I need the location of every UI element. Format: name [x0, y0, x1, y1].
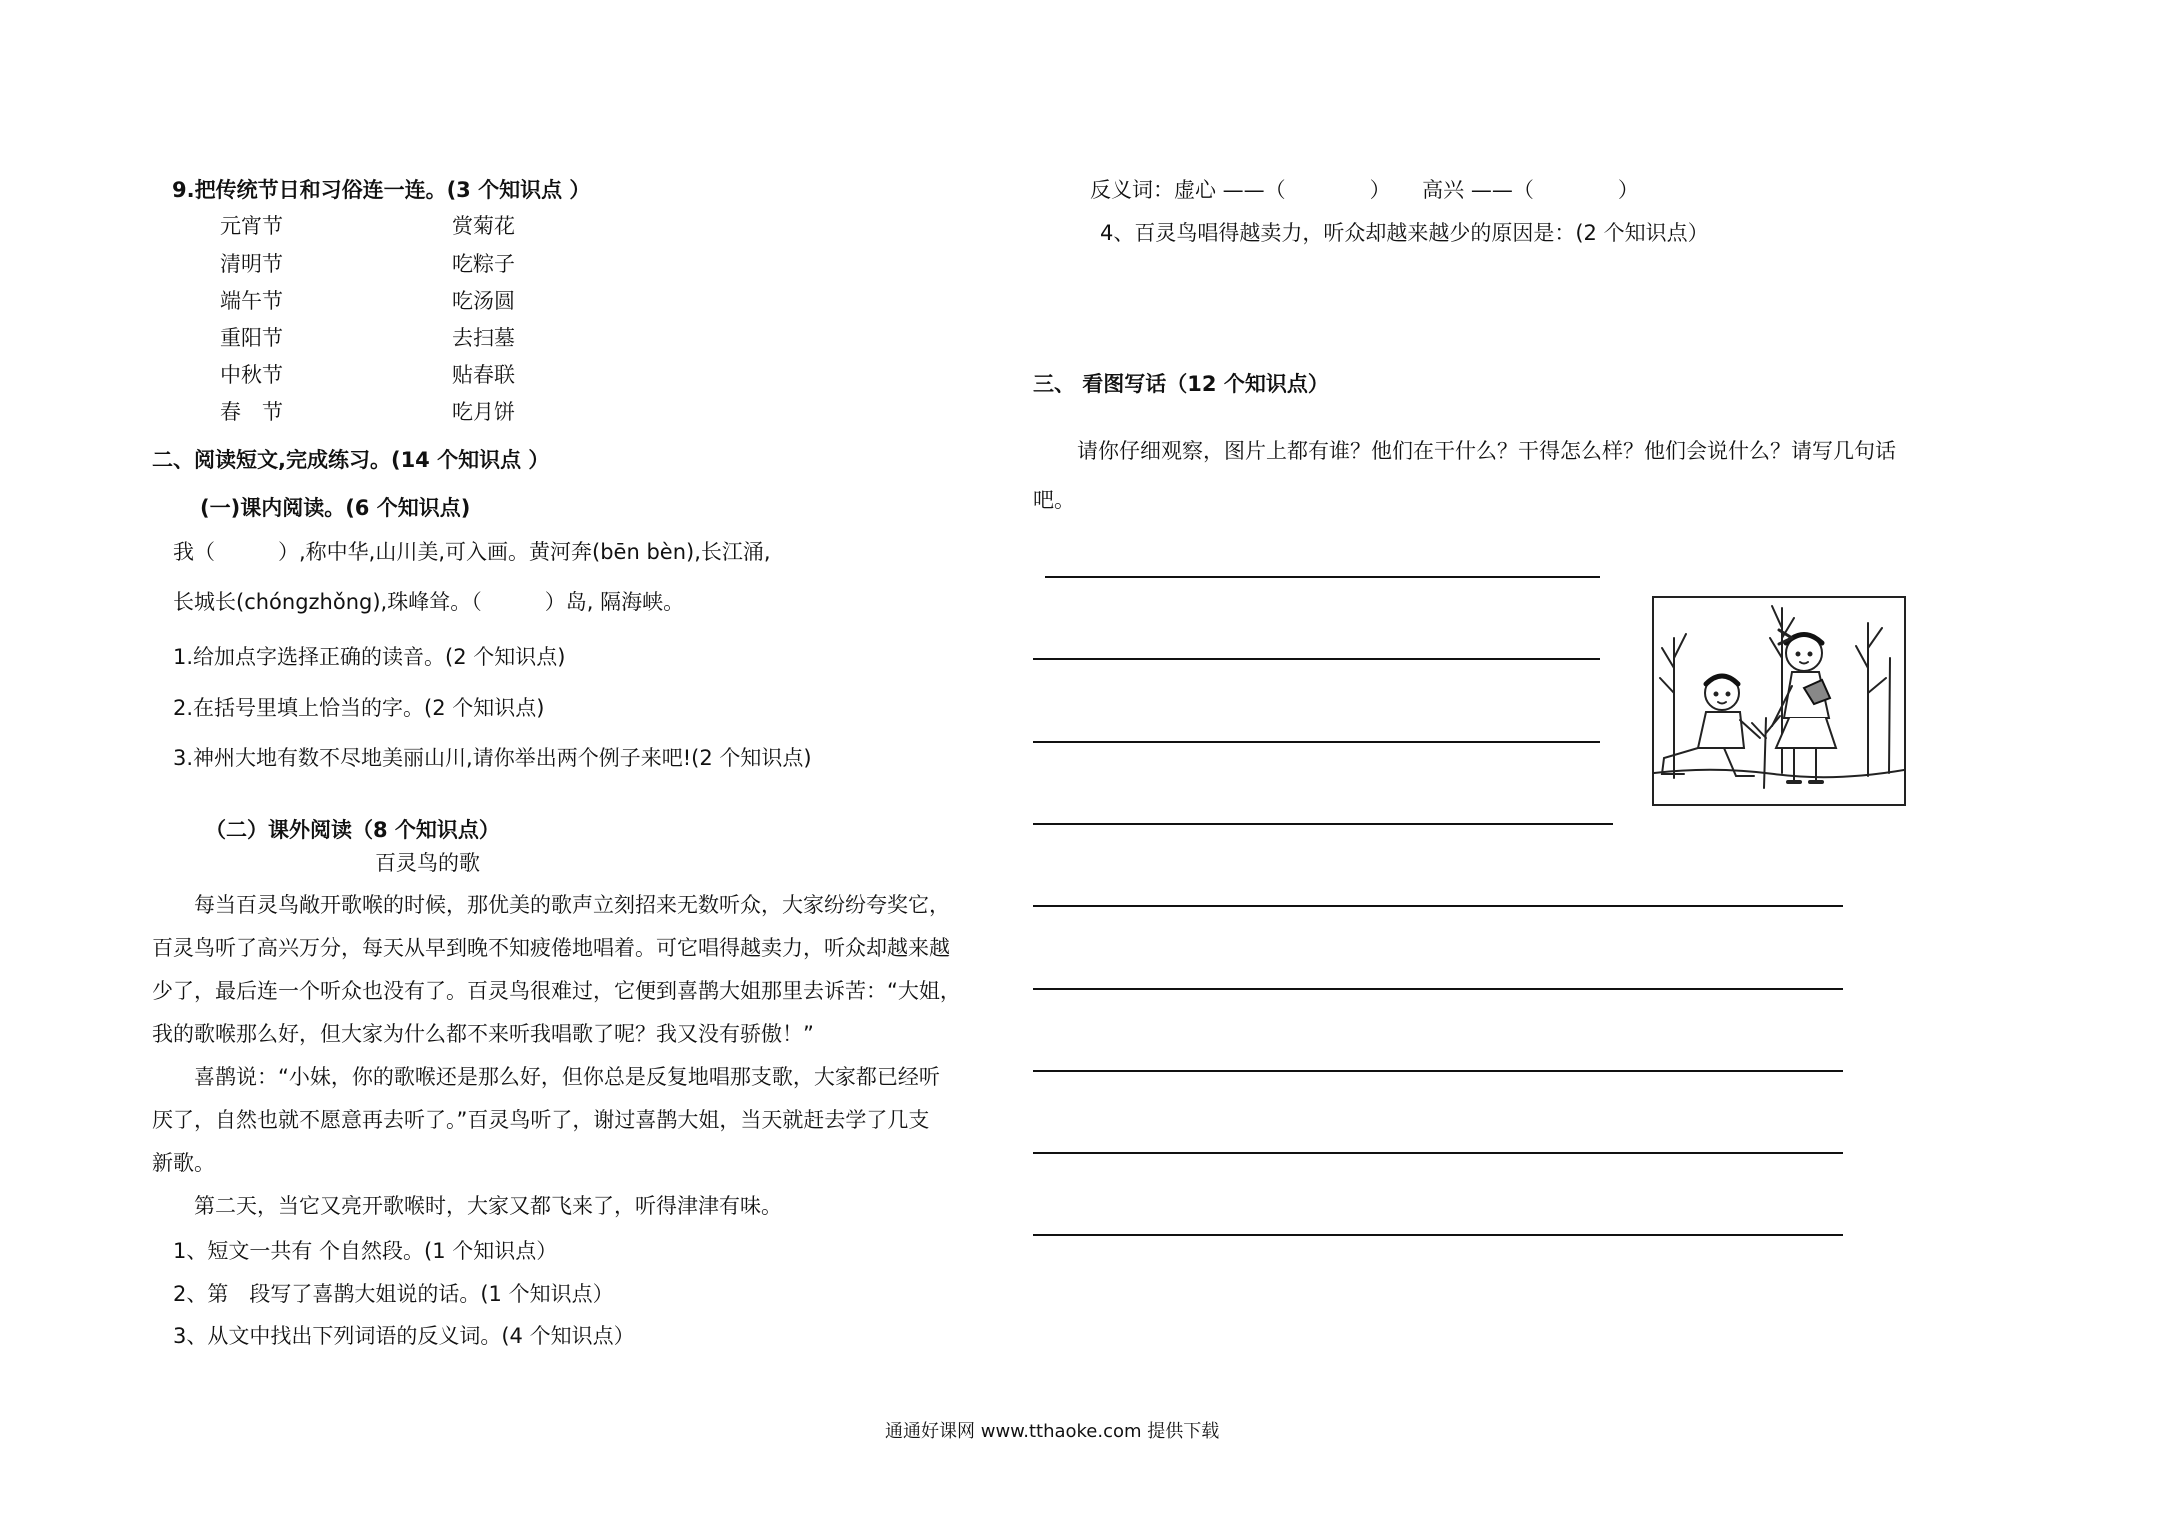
story-line: 喜鹊说：“小妹，你的歌喉还是那么好，但你总是反复地唱那支歌，大家都已经听 — [152, 1065, 940, 1089]
part2-question: 1、短文一共有 个自然段。(1 个知识点） — [173, 1239, 558, 1263]
story-line: 第二天，当它又亮开歌喉时，大家又都飞来了，听得津津有味。 — [152, 1194, 782, 1218]
festival-item: 中秋节 — [220, 363, 283, 387]
custom-item: 贴春联 — [452, 363, 515, 387]
question-4: 4、百灵鸟唱得越卖力，听众却越来越少的原因是：(2 个知识点） — [1100, 221, 1709, 245]
custom-item: 吃粽子 — [452, 252, 515, 276]
writing-line[interactable] — [1033, 658, 1600, 660]
writing-line[interactable] — [1033, 905, 1843, 907]
story-line: 每当百灵鸟敞开歌喉的时候，那优美的歌声立刻招来无数听众，大家纷纷夸奖它， — [152, 893, 950, 917]
story-line: 少了，最后连一个听众也没有了。百灵鸟很难过，它便到喜鹊大姐那里去诉苦：“大姐， — [152, 979, 961, 1003]
story-line: 百灵鸟听了高兴万分，每天从早到晚不知疲倦地唱着。可它唱得越卖力，听众却越来越 — [152, 936, 950, 960]
story-line: 新歌。 — [152, 1151, 215, 1175]
antonym-answers: 反义词：虚心 ——（ ） 高兴 ——（ ） — [1090, 178, 1639, 202]
writing-line[interactable] — [1033, 1152, 1843, 1154]
story-title: 百灵鸟的歌 — [375, 851, 480, 875]
part1-question: 1.给加点字选择正确的读音。(2 个知识点) — [173, 645, 566, 669]
part2-question: 3、从文中找出下列词语的反义词。(4 个知识点） — [173, 1324, 635, 1348]
part1-question: 2.在括号里填上恰当的字。(2 个知识点) — [173, 696, 545, 720]
writing-line[interactable] — [1033, 823, 1613, 825]
footer-text: 通通好课网 www.tthaoke.com 提供下载 — [885, 1421, 1220, 1442]
custom-item: 赏菊花 — [452, 214, 515, 238]
festival-item: 春 节 — [220, 400, 283, 424]
q9-title: 9.把传统节日和习俗连一连。(3 个知识点 ） — [172, 178, 591, 202]
part1-question: 3.神州大地有数不尽地美丽山川,请你举出两个例子来吧!(2 个知识点) — [173, 746, 812, 770]
part1-text-line: 长城长(chóngzhǒng),珠峰耸。（ ）岛, 隔海峡。 — [173, 590, 685, 614]
story-line: 厌了，自然也就不愿意再去听了。”百灵鸟听了，谢过喜鹊大姐，当天就赶去学了几支 — [152, 1108, 930, 1132]
custom-item: 吃汤圆 — [452, 289, 515, 313]
writing-line[interactable] — [1045, 576, 1600, 578]
writing-line[interactable] — [1033, 988, 1843, 990]
story-line: 我的歌喉那么好，但大家为什么都不来听我唱歌了呢？我又没有骄傲！” — [152, 1022, 814, 1046]
festival-item: 端午节 — [220, 289, 283, 313]
part2-question: 2、第 段写了喜鹊大姐说的话。(1 个知识点） — [173, 1282, 614, 1306]
festival-item: 清明节 — [220, 252, 283, 276]
custom-item: 去扫墓 — [452, 326, 515, 350]
part1-title: (一)课内阅读。(6 个知识点) — [200, 496, 471, 520]
section3-title: 三、 看图写话（12 个知识点） — [1033, 372, 1329, 396]
writing-line[interactable] — [1033, 741, 1600, 743]
writing-line[interactable] — [1033, 1070, 1843, 1072]
part1-text-line: 我（ ）,称中华,山川美,可入画。黄河奔(bēn bèn),长江涌, — [173, 540, 771, 564]
festival-item: 重阳节 — [220, 326, 283, 350]
children-planting-tree-icon — [1652, 596, 1906, 806]
writing-line[interactable] — [1033, 1234, 1843, 1236]
section2-title: 二、阅读短文,完成练习。(14 个知识点 ） — [152, 448, 550, 472]
festival-item: 元宵节 — [220, 214, 283, 238]
writing-prompt: 吧。 — [1033, 488, 1075, 512]
writing-prompt: 请你仔细观察，图片上都有谁？他们在干什么？干得怎么样？他们会说什么？请写几句话 — [1077, 439, 1896, 463]
part2-title: （二）课外阅读（8 个知识点） — [205, 818, 500, 842]
custom-item: 吃月饼 — [452, 400, 515, 424]
